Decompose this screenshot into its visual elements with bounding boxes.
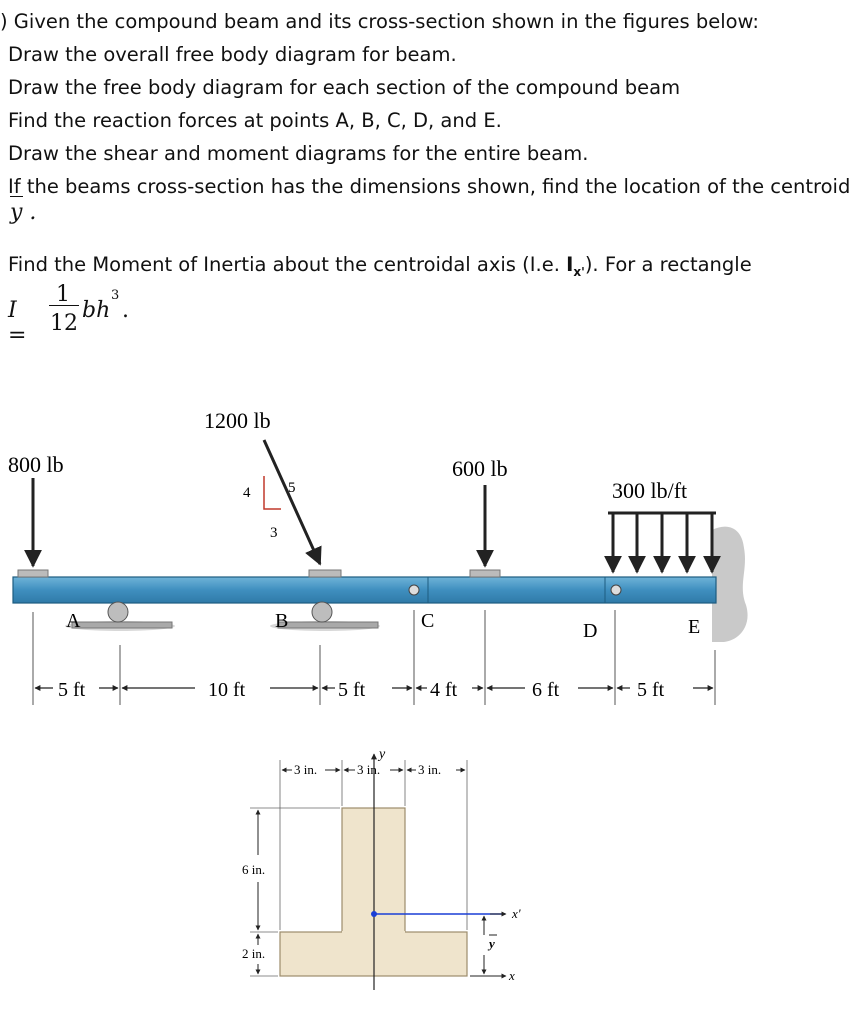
slope-triangle [264,476,281,509]
cross-height-2: 2 in. [242,946,266,961]
cross-width-2: 3 in. [357,762,381,777]
load-plate-600 [470,570,500,577]
support-label-c: C [421,610,435,632]
load-label-800: 800 lb [8,452,64,477]
load-plate-1200 [309,570,341,577]
axis-y-label: y [379,747,386,762]
cross-height-1: 6 in. [242,862,266,877]
load-plate-800 [18,570,48,577]
distributed-load [608,513,716,572]
dimension-label-3: 5 ft [338,679,366,701]
cross-section [242,747,521,990]
task-5: If the beams cross-section has the dimensions shown, find the location of the centroid [8,175,851,198]
pin-c [409,585,419,595]
axis-xprime-label: x' [512,906,521,921]
task-2: Draw the free body diagram for each section of the compound beam [8,76,681,99]
load-label-distributed: 300 lb/ft [612,478,688,503]
slope-vertical: 4 [243,485,251,501]
dimension-label-6: 5 ft [637,679,665,701]
fixed-wall [712,527,748,642]
load-label-1200: 1200 lb [204,408,271,433]
roller-support-a [65,602,175,631]
dimension-label-4: 4 ft [430,679,458,701]
task-4: Draw the shear and moment diagrams for the entire beam. [8,142,589,165]
axis-x-label: x [509,968,515,983]
cross-width-3: 3 in. [418,762,442,777]
support-label-a: A [66,610,81,632]
support-label-d: D [583,620,598,642]
task-6: Find the Moment of Inertia about the centroidal axis (I.e. $I_{x'}$). For a rectangle [8,253,752,279]
cross-width-1: 3 in. [294,762,318,777]
slope-hypotenuse: 5 [288,480,296,496]
pin-d [611,585,621,595]
dimension-label-2: 10 ft [208,679,246,701]
task-3: Find the reaction forces at points A, B, C, D, and E. [8,109,502,132]
dimension-label-5: 6 ft [532,679,560,701]
support-label-b: B [275,610,289,632]
ybar-label: y [489,936,495,951]
load-arrow-1200 [264,440,320,564]
question-intro: ) Given the compound beam and its cross-section shown in the figures below: [0,10,759,33]
load-label-600: 600 lb [452,456,508,481]
dimension-label-1: 5 ft [58,679,86,701]
task-1: Draw the overall free body diagram for beam. [8,43,457,66]
slope-horizontal: 3 [270,525,278,541]
support-label-e: E [688,616,701,638]
ybar-symbol: y . [10,200,36,225]
